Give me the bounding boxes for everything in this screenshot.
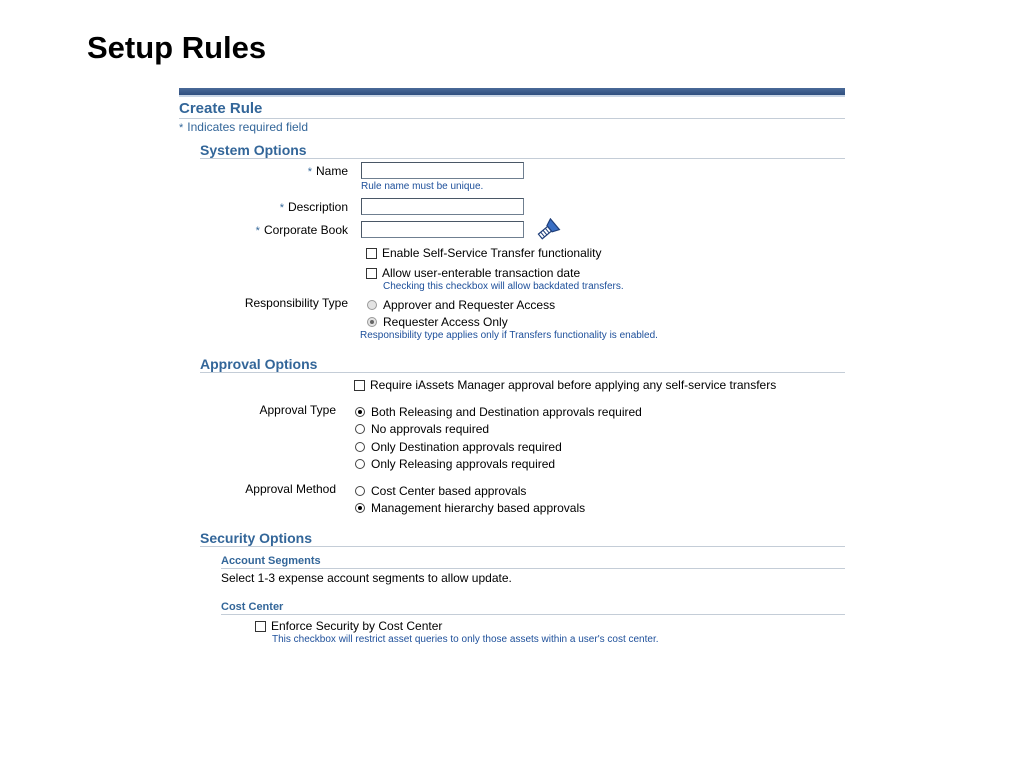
responsibility-type-label: Responsibility Type <box>244 296 348 310</box>
responsibility-option-label: Requester Access Only <box>383 315 508 329</box>
approval-type-destination[interactable] <box>355 440 562 454</box>
approval-type-label-text: Only Releasing approvals required <box>371 457 556 471</box>
responsibility-option-label: Approver and Requester Access <box>383 298 556 312</box>
require-manager-approval-label: Require iAssets Manager approval before applying any self-service transfers <box>370 378 777 392</box>
allow-date-label: Allow user-enterable transaction date <box>382 266 581 280</box>
responsibility-tip: Responsibility type applies only if Transfers functionality is enabled. <box>360 330 658 341</box>
required-note <box>179 120 308 134</box>
corporate-book-label <box>256 223 348 237</box>
approval-method-management[interactable] <box>355 501 585 515</box>
checkbox-box[interactable] <box>255 621 266 632</box>
approval-method-label-text: Management hierarchy based approvals <box>371 501 586 515</box>
approval-type-label: Approval Type <box>259 403 336 417</box>
name-label <box>308 164 348 178</box>
approval-type-label-text: Both Releasing and Destination approvals required <box>371 405 642 419</box>
radio-button[interactable] <box>355 503 365 513</box>
approval-method-label: Approval Method <box>245 482 336 496</box>
cost-center-divider <box>221 614 845 615</box>
approval-type-releasing[interactable] <box>355 457 555 471</box>
radio-button[interactable] <box>355 424 365 434</box>
account-segments-header: Account Segments <box>221 555 321 567</box>
allow-date-checkbox[interactable] <box>366 266 580 280</box>
allow-date-tip: Checking this checkbox will allow backdated transfers. <box>383 281 624 292</box>
cost-center-header: Cost Center <box>221 601 284 613</box>
approval-options-header: Approval Options <box>200 356 318 372</box>
approval-type-label-text: No approvals required <box>371 422 490 436</box>
corporate-book-label-text: Corporate Book <box>263 223 348 237</box>
radio-button[interactable] <box>367 317 377 327</box>
radio-button[interactable] <box>355 442 365 452</box>
responsibility-option-requester-only[interactable] <box>367 315 508 329</box>
approval-type-label-text: Only Destination approvals required <box>371 440 562 454</box>
checkbox-box[interactable] <box>366 268 377 279</box>
radio-button[interactable] <box>355 486 365 496</box>
description-label-text: Description <box>287 200 348 214</box>
approval-method-label-text: Cost Center based approvals <box>371 484 527 498</box>
name-input[interactable] <box>361 162 524 179</box>
security-options-header: Security Options <box>200 530 313 546</box>
flashlight-icon[interactable] <box>535 218 561 242</box>
required-star: * <box>255 225 260 237</box>
corporate-book-input[interactable] <box>361 221 524 238</box>
radio-button[interactable] <box>355 459 365 469</box>
system-options-divider <box>200 158 845 159</box>
enforce-security-checkbox[interactable] <box>255 619 442 633</box>
system-options-header: System Options <box>200 142 307 158</box>
name-label-text: Name <box>315 164 348 178</box>
enforce-security-label: Enforce Security by Cost Center <box>271 619 443 633</box>
page-title-divider <box>179 118 845 119</box>
required-star: * <box>279 202 284 214</box>
slide-title: Setup Rules <box>87 30 267 65</box>
account-segments-text: Select 1-3 expense account segments to allow update. <box>221 571 512 585</box>
approval-options-divider <box>200 372 845 373</box>
checkbox-box[interactable] <box>366 248 377 259</box>
responsibility-option-approver-requester[interactable] <box>367 298 555 312</box>
security-options-divider <box>200 546 845 547</box>
description-input[interactable] <box>361 198 524 215</box>
approval-method-cost-center[interactable] <box>355 484 526 498</box>
required-note-text: Indicates required field <box>187 120 309 134</box>
radio-button[interactable] <box>355 407 365 417</box>
required-star: * <box>179 122 184 134</box>
page-title: Create Rule <box>179 100 263 117</box>
approval-type-none[interactable] <box>355 422 489 436</box>
page-header-bar <box>179 88 845 95</box>
radio-button[interactable] <box>367 300 377 310</box>
enable-self-service-checkbox[interactable] <box>366 246 601 260</box>
enforce-security-tip: This checkbox will restrict asset queries to only those assets within a user's cost center. <box>272 634 659 645</box>
approval-type-both[interactable] <box>355 405 642 419</box>
account-segments-divider <box>221 568 845 569</box>
description-label <box>280 200 348 214</box>
require-manager-approval-checkbox[interactable] <box>354 378 776 392</box>
name-tip: Rule name must be unique. <box>361 181 484 192</box>
page-header-bar-shadow <box>179 95 845 97</box>
checkbox-box[interactable] <box>354 380 365 391</box>
enable-self-service-label: Enable Self-Service Transfer functionality <box>382 246 602 260</box>
required-star: * <box>307 166 312 178</box>
